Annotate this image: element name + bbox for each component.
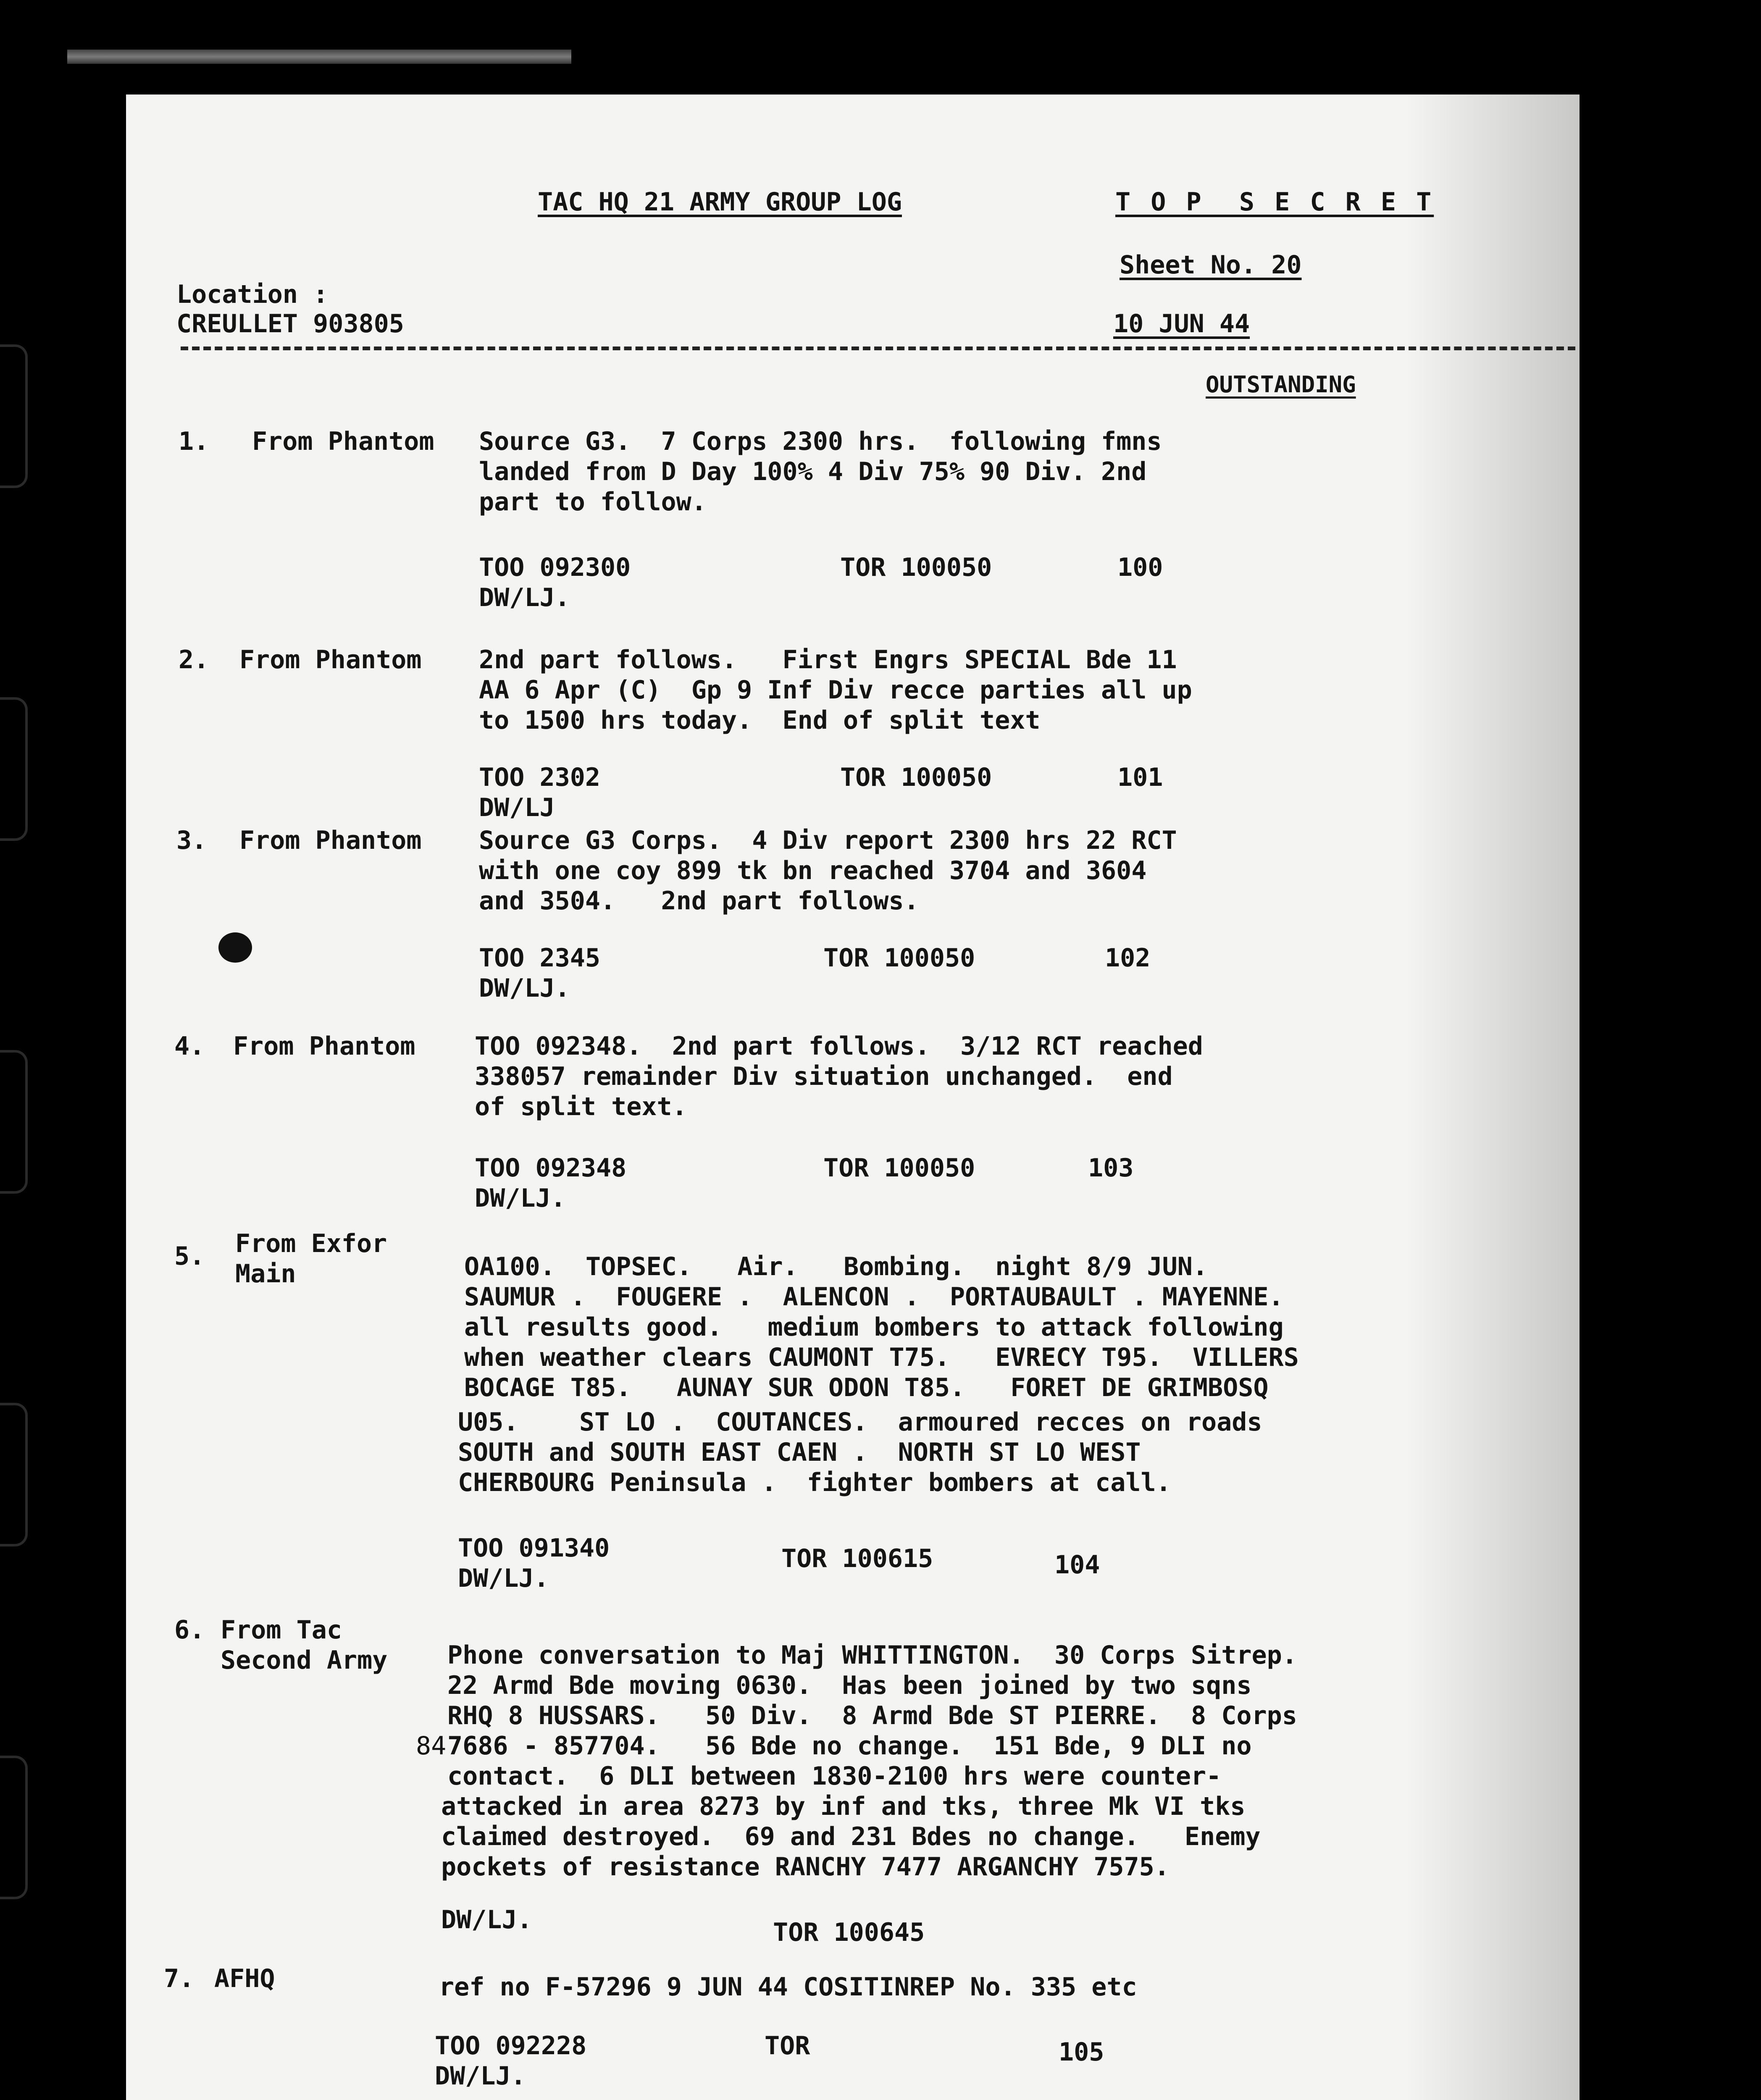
entry-source: AFHQ <box>214 1964 275 1993</box>
entry-tor: TOR 100645 <box>773 1918 925 1947</box>
film-sprocket <box>0 344 28 488</box>
entry-serial: 105 <box>1059 2037 1104 2067</box>
entry-number: 7. <box>164 1964 194 1993</box>
document-title: TAC HQ 21 ARMY GROUP LOG <box>538 187 902 217</box>
entry-text-line: BOCAGE T85. AUNAY SUR ODON T85. FORET DE GRIMBOSQ <box>464 1373 1269 1402</box>
ink-blot <box>218 932 252 963</box>
entry-text-line: claimed destroyed. 69 and 231 Bdes no change. Enemy <box>441 1822 1261 1851</box>
entry-too: TOO 091340 <box>458 1533 610 1563</box>
entry-text-line: and 3504. 2nd part follows. <box>479 886 919 916</box>
entry-source: From Phantom <box>239 826 422 855</box>
entry-text-line: CHERBOURG Peninsula . fighter bombers at call. <box>458 1468 1171 1497</box>
entry-serial: 104 <box>1054 1550 1100 1580</box>
entry-text-line: OA100. TOPSEC. Air. Bombing. night 8/9 JUN. <box>464 1252 1208 1281</box>
entry-serial: 102 <box>1105 943 1151 973</box>
entry-text-line: ref no F-57296 9 JUN 44 COSITINREP No. 335 etc <box>439 1972 1137 2002</box>
entry-initials: DW/LJ. <box>479 583 570 612</box>
film-sprocket <box>0 1756 28 1899</box>
film-sprocket <box>0 1050 28 1194</box>
entry-text-line: contact. 6 DLI between 1830-2100 hrs were counter- <box>447 1761 1222 1791</box>
entry-initials: DW/LJ. <box>475 1184 566 1213</box>
film-sprocket <box>0 1403 28 1546</box>
entry-too: TOO 092300 <box>479 553 631 582</box>
entry-initials: DW/LJ <box>479 793 555 822</box>
entry-source: Second Army <box>221 1646 388 1675</box>
entry-source: From Phantom <box>252 427 434 456</box>
document-page <box>126 94 1580 2100</box>
entry-text-line: U05. ST LO . COUTANCES. armoured recces on roads <box>458 1407 1262 1437</box>
header-divider <box>181 346 1575 350</box>
entry-text-line: Source G3. 7 Corps 2300 hrs. following fmns <box>479 427 1162 456</box>
entry-text-line: 338057 remainder Div situation unchanged. end <box>475 1062 1173 1091</box>
entry-serial: 100 <box>1117 553 1163 582</box>
entry-initials: DW/LJ. <box>458 1564 549 1593</box>
margin-note: 84 <box>416 1731 447 1761</box>
entry-number: 4. <box>174 1032 205 1061</box>
entry-source: From Phantom <box>233 1032 415 1061</box>
entry-text-line: pockets of resistance RANCHY 7477 ARGANCHY 7575. <box>441 1852 1170 1882</box>
entry-text-line: landed from D Day 100% 4 Div 75% 90 Div. 2nd <box>479 457 1147 486</box>
entry-text-line: to 1500 hrs today. End of split text <box>479 706 1041 735</box>
entry-tor: TOR 100050 <box>823 1153 975 1183</box>
entry-number: 1. <box>179 427 209 456</box>
entry-serial: 101 <box>1117 763 1163 792</box>
entry-text-line: 2nd part follows. First Engrs SPECIAL Bde 11 <box>479 645 1177 675</box>
entry-too: TOO 092228 <box>435 2031 587 2061</box>
entry-text-line: SOUTH and SOUTH EAST CAEN . NORTH ST LO WEST <box>458 1438 1141 1467</box>
entry-text-line: part to follow. <box>479 487 707 517</box>
classification-marking: T O P S E C R E T <box>1115 187 1434 217</box>
entry-text-line: all results good. medium bombers to attack following <box>464 1312 1284 1342</box>
entry-text-line: Source G3 Corps. 4 Div report 2300 hrs 22 RCT <box>479 826 1177 855</box>
film-sprocket <box>0 697 28 841</box>
entry-text-line: when weather clears CAUMONT T75. EVRECY T95. VILLERS <box>464 1343 1299 1372</box>
entry-source: From Tac <box>221 1615 342 1645</box>
entry-initials: DW/LJ. <box>441 1905 532 1935</box>
entry-text-line: 7686 - 857704. 56 Bde no change. 151 Bde, 9 DLI no <box>447 1731 1252 1761</box>
entry-text-line: Phone conversation to Maj WHITTINGTON. 30 Corps Sitrep. <box>447 1641 1297 1670</box>
entry-tor: TOR 100615 <box>781 1544 933 1573</box>
entry-number: 5. <box>174 1242 205 1271</box>
entry-text-line: attacked in area 8273 by inf and tks, three Mk VI tks <box>441 1792 1246 1821</box>
entry-tor: TOR <box>765 2031 810 2061</box>
location-value: CREULLET 903805 <box>176 309 404 339</box>
entry-too: TOO 2345 <box>479 943 600 973</box>
entry-tor: TOR 100050 <box>823 943 975 973</box>
entry-text-line: 22 Armd Bde moving 0630. Has been joined by two sqns <box>447 1671 1252 1700</box>
entry-number: 3. <box>176 826 207 855</box>
entry-text-line: SAUMUR . FOUGERE . ALENCON . PORTAUBAULT . MAYENNE. <box>464 1282 1284 1312</box>
entry-initials: DW/LJ. <box>479 974 570 1003</box>
entry-text-line: RHQ 8 HUSSARS. 50 Div. 8 Armd Bde ST PIERRE. 8 Corps <box>447 1701 1297 1730</box>
log-date: 10 JUN 44 <box>1113 309 1250 339</box>
entry-tor: TOR 100050 <box>840 763 992 792</box>
entry-text-line: TOO 092348. 2nd part follows. 3/12 RCT reached <box>475 1032 1203 1061</box>
entry-too: TOO 2302 <box>479 763 600 792</box>
outstanding-heading: OUTSTANDING <box>1206 371 1356 398</box>
entry-number: 2. <box>179 645 209 675</box>
entry-initials: DW/LJ. <box>435 2061 526 2091</box>
film-edge-strip <box>67 50 571 64</box>
entry-source: From Phantom <box>239 645 422 675</box>
entry-text-line: AA 6 Apr (C) Gp 9 Inf Div recce parties all up <box>479 675 1192 705</box>
entry-source: From Exfor <box>235 1229 387 1258</box>
entry-text-line: of split text. <box>475 1092 687 1121</box>
entry-too: TOO 092348 <box>475 1153 627 1183</box>
entry-text-line: with one coy 899 tk bn reached 3704 and 3604 <box>479 856 1147 885</box>
entry-serial: 103 <box>1088 1153 1134 1183</box>
entry-source: Main <box>235 1259 296 1289</box>
entry-number: 6. <box>174 1615 205 1645</box>
entry-tor: TOR 100050 <box>840 553 992 582</box>
location-label: Location : <box>176 280 329 309</box>
sheet-number: Sheet No. 20 <box>1120 250 1302 280</box>
